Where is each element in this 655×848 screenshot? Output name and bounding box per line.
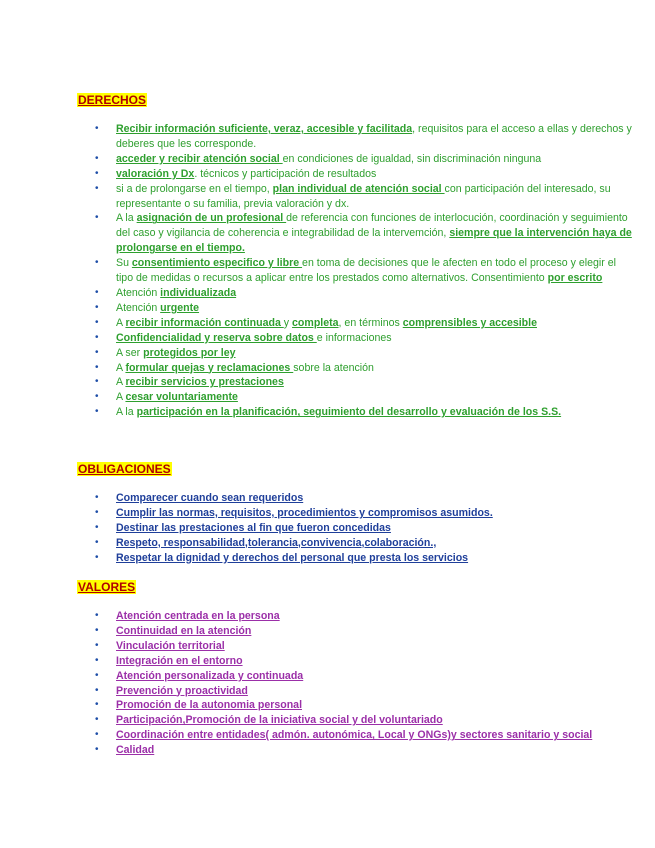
derecho-link-text[interactable]: formular quejas y reclamaciones (125, 361, 294, 374)
bullet-icon: • (95, 167, 99, 179)
obligacion-item (95, 551, 635, 566)
bullet-icon: • (95, 406, 99, 418)
derecho-item (95, 346, 635, 361)
derecho-item (95, 375, 635, 390)
derecho-text: A (116, 376, 126, 389)
derecho-link-text[interactable]: consentimiento especifico y libre (131, 257, 303, 270)
derecho-item (95, 167, 635, 182)
derecho-link-text[interactable]: valoración y Dx (116, 167, 195, 180)
derecho-link-text[interactable]: completa (292, 316, 339, 329)
bullet-icon: • (95, 684, 99, 696)
bullet-icon: • (95, 301, 99, 313)
derecho-text: , requisitos para el acceso a ellas y derechos y deberes que les corresponde. (116, 123, 632, 150)
obligacion-link-text[interactable]: Cumplir las normas, requisitos, procedimientos y compromisos asumidos. (116, 506, 493, 519)
derecho-text: A la (116, 406, 137, 419)
valor-item (95, 624, 635, 639)
derecho-item (95, 331, 635, 346)
valor-link-text[interactable]: Atención personalizada y continuada (116, 669, 304, 682)
obligacion-item (95, 521, 635, 536)
derechos-list (95, 122, 635, 420)
derecho-text: , en términos (338, 316, 403, 329)
obligaciones-heading: OBLIGACIONES (78, 462, 171, 476)
derecho-item (95, 286, 635, 301)
bullet-icon: • (95, 669, 99, 681)
bullet-icon: • (95, 744, 99, 756)
derecho-item (95, 256, 635, 286)
derecho-text: e informaciones (316, 331, 392, 344)
bullet-icon: • (95, 551, 99, 563)
derecho-text: A ser (116, 346, 144, 359)
derecho-link-text[interactable]: por escrito (547, 272, 603, 285)
derecho-item (95, 211, 635, 256)
derecho-link-text[interactable]: acceder y recibir atención social (116, 152, 283, 165)
derechos-heading: DERECHOS (78, 93, 147, 107)
derecho-text: en condiciones de igualdad, sin discriminación ninguna (282, 152, 542, 165)
valor-item (95, 743, 635, 758)
valor-item (95, 639, 635, 654)
bullet-icon: • (95, 492, 99, 503)
obligacion-item (95, 491, 635, 506)
derecho-text: y (283, 316, 293, 329)
bullet-icon: • (95, 123, 99, 134)
valor-link-text[interactable]: Calidad (116, 744, 155, 757)
obligacion-item (95, 536, 635, 551)
bullet-icon: • (95, 506, 99, 518)
derecho-link-text[interactable]: participación en la planificación, seguimiento del desarrollo y evaluación de los S.S. (136, 406, 562, 419)
derecho-text: en toma de decisiones que le afecten en todo el proceso y elegir el tipo de medidas o recursos a aplicar entre los prestados como alternativos. Consentimiento (116, 257, 616, 285)
bullet-icon: • (95, 361, 99, 373)
valor-item (95, 713, 635, 728)
derecho-item (95, 152, 635, 167)
obligaciones-list (95, 491, 635, 566)
derecho-text: Atención (116, 301, 161, 314)
bullet-icon: • (95, 346, 99, 358)
valor-link-text[interactable]: Promoción de la autonomia personal (116, 699, 303, 712)
derecho-item (95, 390, 635, 405)
valor-item (95, 669, 635, 684)
valor-item (95, 728, 635, 743)
derecho-link-text[interactable]: plan individual de atención social (272, 182, 445, 195)
derecho-text: sobre la atención (293, 361, 374, 374)
derecho-text: A (116, 316, 126, 329)
derecho-text: A (116, 391, 126, 404)
bullet-icon: • (95, 610, 99, 621)
derecho-link-text[interactable]: cesar voluntariamente (125, 391, 238, 404)
derecho-text: si a de prolongarse en el tiempo, (116, 182, 273, 195)
derecho-item (95, 361, 635, 376)
bullet-icon: • (95, 152, 99, 164)
derecho-item (95, 182, 635, 212)
obligacion-link-text[interactable]: Respetar la dignidad y derechos del personal que presta los servicios (116, 551, 469, 564)
valor-item (95, 698, 635, 713)
valor-item (95, 684, 635, 699)
valor-link-text[interactable]: Coordinación entre entidades( admón. autonómica, Local y ONGs)y sectores sanitario y social (116, 729, 593, 742)
bullet-icon: • (95, 639, 99, 651)
derecho-link-text[interactable]: Confidencialidad y reserva sobre datos (116, 331, 317, 344)
bullet-icon: • (95, 521, 99, 533)
bullet-icon: • (95, 391, 99, 403)
derecho-text: . técnicos y participación de resultados (194, 167, 377, 180)
valor-item (95, 609, 635, 624)
valor-link-text[interactable]: Atención centrada en la persona (116, 610, 280, 622)
derecho-link-text[interactable]: urgente (160, 301, 200, 314)
valor-item (95, 654, 635, 669)
valor-link-text[interactable]: Participación,Promoción de la iniciativa social y del voluntariado (116, 714, 443, 727)
bullet-icon: • (95, 257, 99, 269)
derecho-link-text[interactable]: Recibir información suficiente, veraz, accesible y facilitada (116, 123, 413, 135)
obligacion-link-text[interactable]: Destinar las prestaciones al fin que fueron concedidas (116, 521, 391, 534)
derecho-item (95, 122, 635, 152)
bullet-icon: • (95, 714, 99, 726)
derecho-item (95, 301, 635, 316)
derecho-text: A (116, 361, 126, 374)
derecho-link-text[interactable]: asignación de un profesional (136, 212, 287, 225)
obligacion-link-text[interactable]: Respeto, responsabilidad,tolerancia,convivencia,colaboración., (116, 536, 437, 549)
derecho-item (95, 316, 635, 331)
derecho-text: con participación del interesado, su representante o su familia, previa valoración y dx. (116, 182, 611, 210)
obligacion-link-text[interactable]: Comparecer cuando sean requeridos (116, 492, 304, 504)
valor-link-text[interactable]: Vinculación territorial (116, 639, 225, 652)
derecho-link-text[interactable]: recibir información continuada (125, 316, 284, 329)
bullet-icon: • (95, 729, 99, 741)
bullet-icon: • (95, 316, 99, 328)
bullet-icon: • (95, 699, 99, 711)
bullet-icon: • (95, 182, 99, 194)
derecho-text: Su (116, 257, 132, 270)
derecho-text: Atención (116, 286, 161, 299)
obligacion-item (95, 506, 635, 521)
derecho-link-text[interactable]: comprensibles y accesible (402, 316, 537, 329)
derecho-link-text[interactable]: recibir servicios y prestaciones (125, 376, 284, 389)
valores-heading: VALORES (78, 580, 136, 594)
bullet-icon: • (95, 536, 99, 548)
valores-list (95, 609, 635, 758)
valor-link-text[interactable]: Prevención y proactividad (116, 684, 248, 697)
bullet-icon: • (95, 212, 99, 224)
bullet-icon: • (95, 624, 99, 636)
derecho-text: de referencia con funciones de interlocución, coordinación y seguimiento del caso y vigilancia de coherencia e integrabilidad de la intervemción, (116, 212, 628, 240)
derecho-item (95, 405, 635, 420)
bullet-icon: • (95, 376, 99, 388)
bullet-icon: • (95, 286, 99, 298)
valor-link-text[interactable]: Continuidad en la atención (116, 624, 252, 637)
derecho-link-text[interactable]: individualizada (160, 286, 237, 299)
valor-link-text[interactable]: Integración en el entorno (116, 654, 243, 667)
bullet-icon: • (95, 654, 99, 666)
derecho-link-text[interactable]: protegidos por ley (143, 346, 236, 359)
derecho-text: A la (116, 212, 137, 225)
derecho-link-text[interactable]: siempre que la intervención haya de prolongarse en el tiempo. (116, 227, 632, 255)
bullet-icon: • (95, 331, 99, 343)
